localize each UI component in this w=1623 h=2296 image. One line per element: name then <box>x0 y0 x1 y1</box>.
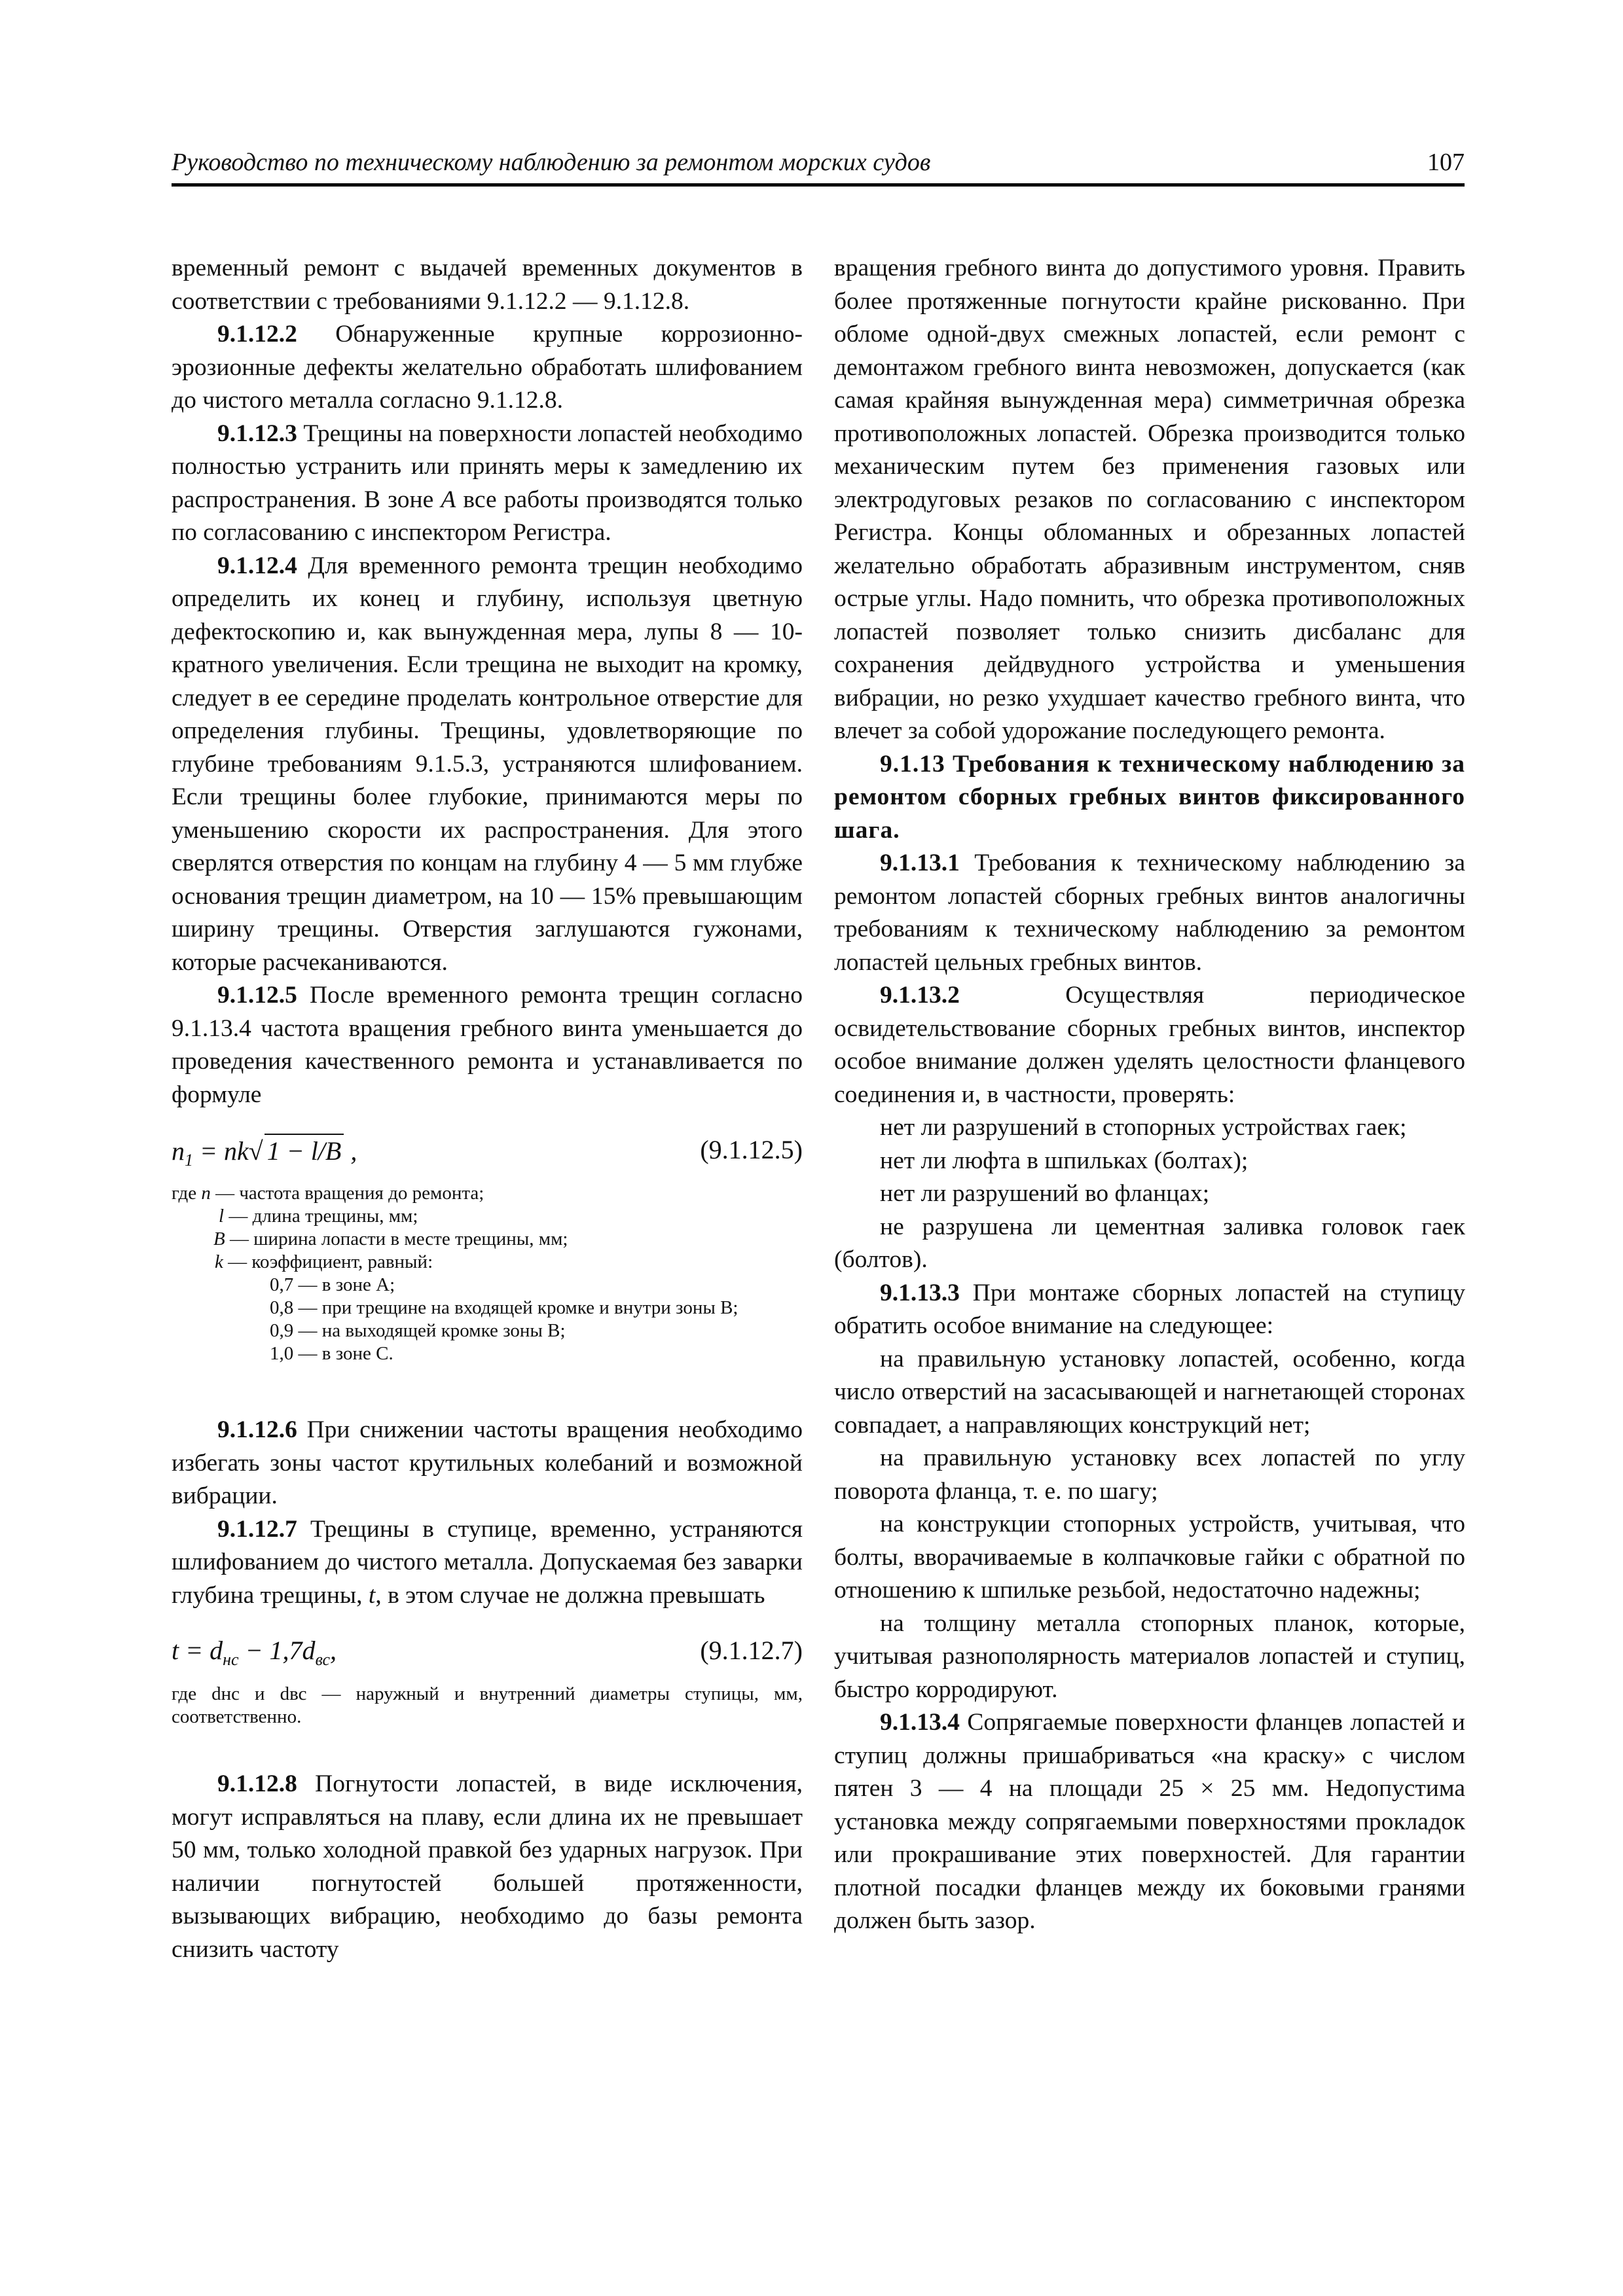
list-item: нет ли люфта в шпильках (болтах); <box>880 1147 1249 1174</box>
variable-symbol: t <box>368 1581 376 1609</box>
clause-number: 9.1.12.3 <box>217 420 297 447</box>
paragraph-text: При снижении частоты вращения необходимо избегать зоны частот крутильных колебаний и возможной вибрации. <box>172 1416 803 1509</box>
paragraph-text: все работы производятся только по согласованию с инспектором Регистра. <box>172 486 803 546</box>
clause-number: 9.1.12.6 <box>217 1416 297 1443</box>
paragraph-continuation: временный ремонт с выдачей временных документов в соответствии с требованиями 9.1.12.2 — 9.1.12.8. <box>172 255 803 315</box>
k-value-row: 0,8 — при трещине на входящей кромке и внутри зоны B; <box>270 1297 739 1318</box>
formula-subscript: нс <box>223 1650 239 1669</box>
list-item: не разрушена ли цементная заливка головок гаек (болтов). <box>834 1213 1465 1273</box>
formula-expression <box>172 1634 337 1677</box>
section-heading-9-1-13: 9.1.13 Требования к техническому наблюдению за ремонтом сборных гребных винтов фиксированного шага. <box>834 750 1465 844</box>
legend-row <box>172 1205 803 1228</box>
formula-legend-1 <box>172 1182 803 1365</box>
header-title: Руководство по техническому наблюдению за ремонтом морских судов <box>172 149 931 176</box>
clause-number: 9.1.12.8 <box>217 1770 297 1797</box>
paragraph-9-1-13-3 <box>834 1277 1465 1343</box>
paragraph-continuation: вращения гребного винта до допустимого уровня. Править более протяженные погнутости крайне рискованно. При обломе одной-двух смежных лопастей, если ремонт с демонтажом гребного винта невозможен, допускается (как самая крайняя вынужденная мера) симметричная обрезка противоположных лопастей. Обрезка производится только механическим путем без применения газовых или электродуговых резаков по согласованию с инспектором Регистра. Концы обломанных и обрезанных лопастей желательно обработать абразивным инструментом, сняв острые углы. Надо помнить, что обрезка противоположных лопастей позволяет только снизить дисбаланс для сохранения дейдвудного устройства и уменьшения вибрации, но резко ухудшает качество гребного винта, что влечет за собой удорожание последующего ремонта. <box>834 255 1465 744</box>
paragraph-text: , в этом случае не должна превышать <box>375 1581 765 1609</box>
clause-number: 9.1.13.3 <box>880 1279 960 1306</box>
paragraph-9-1-12-8 <box>172 1768 803 1966</box>
paragraph-9-1-13-1 <box>834 847 1465 979</box>
list-item: на толщину металла стопорных планок, которые, учитывая разнополярность материалов лопастей и ступиц, быстро корродируют. <box>834 1609 1465 1703</box>
page-number: 107 <box>1427 149 1465 176</box>
list-item: нет ли разрушений в стопорных устройствах гаек; <box>880 1114 1407 1141</box>
formula-9-1-12-5 <box>172 1128 803 1174</box>
paragraph-text: Обнаруженные крупные коррозионно-эрозионные дефекты желательно обработать шлифованием до чистого металла согласно 9.1.12.8. <box>172 321 803 414</box>
list-item: нет ли разрушений во фланцах; <box>880 1180 1210 1207</box>
paragraph-text: Требования к техническому наблюдению за ремонтом лопастей сборных гребных винтов аналогичны требованиям к техническому наблюдению за ремонтом лопастей цельных гребных винтов. <box>834 850 1465 976</box>
right-column <box>834 252 1465 1938</box>
clause-number: 9.1.12.4 <box>217 552 297 579</box>
left-column <box>172 252 803 1966</box>
paragraph-text: Погнутости лопастей, в виде исключения, могут исправляться на плаву, если длина их не превышает 50 мм, только холодной правкой без ударных нагрузок. При наличии погнутостей большей протяженности, вызывающих вибрацию, необходимо до базы ремонта снизить частоту <box>172 1770 803 1963</box>
paragraph-9-1-12-3 <box>172 418 803 550</box>
legend-row <box>172 1251 803 1274</box>
legend-symbol: B <box>213 1229 225 1249</box>
formula-expression <box>172 1134 357 1177</box>
paragraph-9-1-12-6 <box>172 1414 803 1513</box>
formula-9-1-12-7 <box>172 1629 803 1675</box>
paragraph-text: Для временного ремонта трещин необходимо определить их конец и глубину, используя цветную дефектоскопию и, как вынужденная мера, лупы 8 — 10-кратного увеличения. Если трещина не выходит на кромку, следует в ее середине проделать контрольное отверстие для определения глубины. Трещины, удовлетворяющие по глубине требованиям 9.1.5.3, устраняются шлифованием. Если трещины более глубокие, принимаются меры по уменьшению скорости их распространения. Для этого сверлятся отверстия по концам на глубину 4 — 5 мм глубже основания трещин диаметром, на 10 — 15% превышающим ширину трещины. Отверстия заглушаются гужонами, которые расчеканиваются. <box>172 552 803 976</box>
legend-text: — коэффициент, равный: <box>223 1251 433 1272</box>
legend-row <box>172 1228 803 1251</box>
legend-symbol: n <box>201 1183 211 1204</box>
k-value-row: 1,0 — в зоне C. <box>270 1343 393 1364</box>
paragraph-text: Сопрягаемые поверхности фланцев лопастей и ступиц должны пришабриваться «на краску» с числом пятен 3 — 4 на площади 25 × 25 мм. Недопустима установка между сопрягаемыми поверхностями прокладок или прокрашивание этих поверхностей. Для гарантии плотной посадки фланцев между их боковыми гранями должен быть зазор. <box>834 1709 1465 1934</box>
clause-number: 9.1.13.1 <box>880 850 960 876</box>
zone-symbol: A <box>441 486 456 513</box>
legend-symbol: l <box>219 1206 225 1227</box>
clause-number: 9.1.12.5 <box>217 982 297 1009</box>
legend-row <box>172 1182 803 1205</box>
formula-number: (9.1.12.5) <box>700 1135 803 1164</box>
paragraph-9-1-12-7 <box>172 1513 803 1613</box>
formula-subscript: вс <box>315 1650 331 1669</box>
legend-text: — частота вращения до ремонта; <box>210 1183 484 1204</box>
formula-legend-2: где dнс и dвс — наружный и внутренний диаметры ступицы, мм, соответственно. <box>172 1683 803 1727</box>
paragraph-text: После временного ремонта трещин согласно 9.1.13.4 частота вращения гребного винта уменьшается до проведения качественного ремонта и устанавливается по формуле <box>172 982 803 1108</box>
formula-tail: , <box>344 1136 357 1166</box>
k-value-row: 0,7 — в зоне A; <box>270 1274 395 1295</box>
paragraph-9-1-13-4 <box>834 1706 1465 1938</box>
legend-symbol: k <box>215 1251 223 1272</box>
list-item: на конструкции стопорных устройств, учитывая, что болты, вворачиваемые в колпачковые гайки с обратной по отношению к шпильке резьбой, недостаточно надежны; <box>834 1511 1465 1604</box>
formula-lhs: t = d <box>172 1636 223 1665</box>
legend-text: — длина трещины, мм; <box>224 1206 418 1227</box>
k-value-row: 0,9 — на выходящей кромке зоны B; <box>270 1320 566 1341</box>
paragraph-9-1-12-2 <box>172 318 803 418</box>
running-header <box>172 144 1465 187</box>
paragraph-9-1-12-4 <box>172 550 803 980</box>
clause-number: 9.1.13.4 <box>880 1709 960 1736</box>
clause-number: 9.1.13.2 <box>880 982 960 1009</box>
list-item: на правильную установку лопастей, особенно, когда число отверстий на засасывающей и нагнетающей сторонах совпадает, а направляющих конструкций нет; <box>834 1345 1465 1439</box>
formula-tail: , <box>330 1636 337 1665</box>
legend-text: — ширина лопасти в месте трещины, мм; <box>225 1229 568 1249</box>
clause-number: 9.1.12.7 <box>217 1515 297 1543</box>
formula-rhs: − 1,7d <box>238 1636 316 1665</box>
legend-prefix: где <box>172 1183 202 1204</box>
paragraph-text: Осуществляя периодическое освидетельствование сборных гребных винтов, инспектор особое внимание должен уделять целостности фланцевого соединения и, в частности, проверять: <box>834 982 1465 1108</box>
paragraph-text: Трещины на поверхности лопастей необходимо полностью устранить или принять меры к замедлению их распространения. В зоне <box>172 420 803 513</box>
formula-lhs: n <box>172 1136 185 1166</box>
list-item: на правильную установку всех лопастей по углу поворота фланца, т. е. по шагу; <box>834 1444 1465 1505</box>
sqrt-symbol: √ <box>248 1136 263 1166</box>
clause-number: 9.1.12.2 <box>217 321 297 348</box>
formula-rhs: = nk <box>193 1136 249 1166</box>
formula-number: (9.1.12.7) <box>700 1636 803 1665</box>
formula-radicand: 1 − l/B <box>264 1134 344 1168</box>
paragraph-text: Трещины в ступице, временно, устраняются шлифованием до чистого металла. Допускаемая без заварки глубина трещины, <box>172 1515 803 1609</box>
paragraph-9-1-13-2 <box>834 979 1465 1111</box>
paragraph-text: При монтаже сборных лопастей на ступицу обратить особое внимание на следующее: <box>834 1279 1465 1339</box>
formula-subscript: 1 <box>185 1151 193 1170</box>
paragraph-9-1-12-5 <box>172 979 803 1111</box>
